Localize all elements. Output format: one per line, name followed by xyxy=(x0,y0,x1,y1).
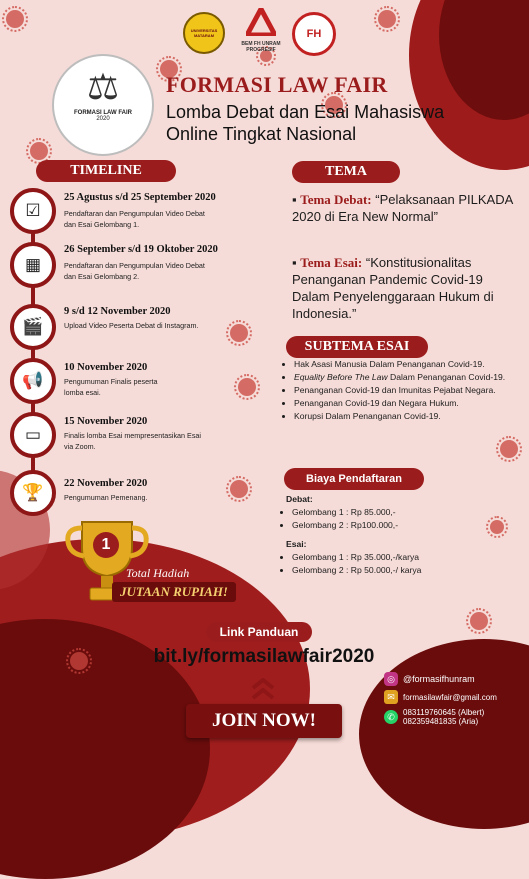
virus-decoration xyxy=(490,520,504,534)
subtema-item: • Korupsi Dalam Penanganan Covid-19. xyxy=(294,410,529,423)
timeline-desc: Pengumuman Finalis peserta lomba esai. xyxy=(64,377,158,397)
bem-logo xyxy=(238,8,284,58)
timeline-desc: Pendaftaran dan Pengumpulan Video Debat dan Esai Gelombang 1. xyxy=(64,209,205,229)
virus-decoration xyxy=(238,378,256,396)
timeline-date: 15 November 2020 xyxy=(64,416,148,427)
timeline-heading: TIMELINE xyxy=(36,160,176,182)
instagram-handle[interactable]: @formasifhunram xyxy=(403,674,475,684)
biaya-heading: Biaya Pendaftaran xyxy=(284,468,424,490)
subtema-list xyxy=(282,358,529,423)
tema-debat xyxy=(292,191,518,225)
bullet-icon: ▪ xyxy=(292,255,297,270)
bem-logo-text: BEM FH UNRAM PROGRESIF xyxy=(241,41,281,53)
instagram-icon: ◎ xyxy=(384,672,398,686)
instagram-row xyxy=(384,672,524,686)
checklist-icon: ☑ xyxy=(10,188,56,234)
phone-row xyxy=(384,708,524,726)
timeline-date: 22 November 2020 xyxy=(64,478,148,489)
biaya-debat-list xyxy=(278,506,398,532)
virus-decoration xyxy=(70,652,88,670)
tema-esai-label: Tema Esai: xyxy=(300,255,363,270)
hadiah-rank: 1 xyxy=(93,532,119,558)
tema-heading: TEMA xyxy=(292,161,400,183)
hadiah-line1: Total Hadiah xyxy=(126,566,190,580)
bullet-icon: ▪ xyxy=(292,192,297,207)
subtema-heading: SUBTEMA ESAI xyxy=(286,336,428,358)
bg-blob-bottom-right xyxy=(359,639,529,829)
virus-decoration xyxy=(230,480,248,498)
timeline-desc: Pendaftaran dan Pengumpulan Video Debat dan Esai Gelombang 2. xyxy=(64,261,205,281)
tema-esai xyxy=(292,254,518,322)
hadiah-line2: JUTAAN RUPIAH! xyxy=(112,582,236,602)
tema-debat-label: Tema Debat: xyxy=(300,192,372,207)
link-url[interactable]: bit.ly/formasilawfair2020 xyxy=(153,646,375,667)
fh-logo xyxy=(292,12,336,56)
page-title: FORMASI LAW FAIR xyxy=(166,72,388,97)
timeline-desc: Pengumuman Pemenang. xyxy=(64,493,148,502)
virus-decoration xyxy=(470,612,488,630)
fh-logo-text: FH xyxy=(306,28,322,40)
timeline-date: 9 s/d 12 November 2020 xyxy=(64,306,171,317)
subtema-item: • Equality Before The Law Dalam Penanganan Covid-19. xyxy=(294,371,529,384)
timeline-date: 10 November 2020 xyxy=(64,362,148,373)
page-subtitle-line2: Online Tingkat Nasional xyxy=(166,124,357,144)
timeline-desc: Finalis lomba Esai mempresentasikan Esai via Zoom. xyxy=(64,431,202,451)
trophy-icon: 🏆 xyxy=(10,470,56,516)
subtema-item: • Hak Asasi Manusia Dalam Penanganan Covid-19. xyxy=(294,358,529,371)
megaphone-icon: 📢 xyxy=(10,358,56,404)
tema-debat-text: “Pelaksanaan PILKADA 2020 di Era New Normal” xyxy=(292,192,513,224)
event-badge xyxy=(52,54,154,156)
biaya-debat-label: Debat: xyxy=(286,494,313,504)
contact-panel xyxy=(384,672,524,726)
page-subtitle-line1: Lomba Debat dan Esai Mahasiswa xyxy=(166,102,445,122)
virus-decoration xyxy=(500,440,518,458)
email-address[interactable]: formasilawfair@gmail.com xyxy=(403,692,497,702)
presentation-icon: ▭ xyxy=(10,412,56,458)
chevron-up-icon xyxy=(251,678,275,700)
university-logo-text: UNIVERSITAS MATARAM xyxy=(190,28,218,38)
justice-statue-icon: ⚖ xyxy=(86,66,120,107)
join-now-button[interactable]: JOIN NOW! xyxy=(186,704,342,738)
badge-line1: FORMASI LAW FAIR xyxy=(74,110,132,116)
biaya-item: • Gelombang 1 : Rp 85.000,- xyxy=(292,506,398,519)
biaya-esai-label: Esai: xyxy=(286,539,307,549)
phone-number[interactable]: 082359481835 (Aria) xyxy=(403,717,479,726)
biaya-item: • Gelombang 2 : Rp 50.000,-/ karya xyxy=(292,564,421,577)
email-icon: ✉ xyxy=(384,690,398,704)
timeline-line xyxy=(31,190,35,510)
timeline-date: 26 September s/d 19 Oktober 2020 xyxy=(64,244,218,255)
subtema-item: • Penanganan Covid-19 dan Negara Hukum. xyxy=(294,397,529,410)
clapperboard-icon: 🎬 xyxy=(10,304,56,350)
university-logo xyxy=(183,12,225,54)
timeline-desc: Upload Video Peserta Debat di Instagram. xyxy=(64,321,199,330)
whatsapp-icon: ✆ xyxy=(384,710,398,724)
tema-esai-text: “Konstitusionalitas Penanganan Pandemic Covid-19 Dalam Penyelenggaraan Hukum di Indonesia.” xyxy=(292,255,494,321)
phone-number[interactable]: 083119760645 (Albert) xyxy=(403,708,485,717)
virus-decoration xyxy=(30,142,48,160)
virus-decoration xyxy=(230,324,248,342)
timeline-date: 25 Agustus s/d 25 September 2020 xyxy=(64,192,216,203)
badge-line2: 2020 xyxy=(96,116,110,122)
biaya-item: • Gelombang 1 : Rp 35.000,-/karya xyxy=(292,551,421,564)
biaya-item: • Gelombang 2 : Rp100.000,- xyxy=(292,519,398,532)
bem-logo-icon xyxy=(246,8,276,36)
virus-decoration xyxy=(6,10,24,28)
biaya-esai-list xyxy=(278,551,421,577)
virus-decoration xyxy=(378,10,396,28)
link-label: Link Panduan xyxy=(206,622,312,642)
subtema-item: • Penanganan Covid-19 dan Imunitas Pejabat Negara. xyxy=(294,384,529,397)
calendar-icon: ▦ xyxy=(10,242,56,288)
email-row xyxy=(384,690,524,704)
